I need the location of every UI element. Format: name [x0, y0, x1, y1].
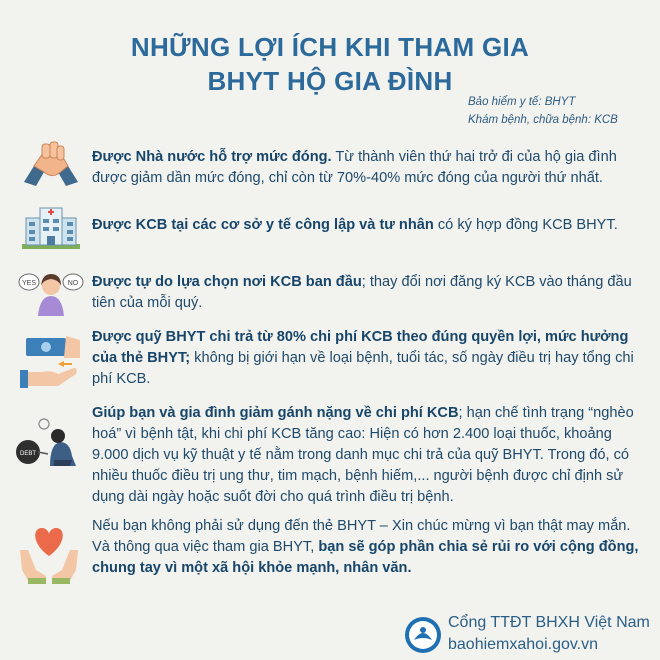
debt-burden-icon	[14, 416, 82, 466]
footer-portal-name: Cổng TTĐT BHXH Việt Nam	[448, 614, 650, 631]
bhxh-logo-icon	[404, 616, 442, 654]
money-hand-icon	[18, 332, 82, 390]
footer-website-link[interactable]: baohiemxahoi.gov.vn	[448, 636, 599, 653]
benefit-free-choice	[92, 272, 642, 314]
benefit-6-text: Nếu bạn không phải sử dụng đến thẻ BHYT – Xin chúc mừng vì bạn thật may mắn. Và thông qua việc tham gia BHYT,	[92, 518, 631, 555]
benefit-share-risk	[92, 516, 642, 579]
abbreviation-bhyt: Bảo hiểm y tế: BHYT	[468, 96, 576, 108]
no-bubble-label: NO	[67, 280, 79, 287]
benefit-public-private-kcb	[92, 215, 642, 236]
benefit-state-support	[92, 147, 642, 189]
debt-label: DEBT	[19, 451, 37, 457]
benefit-3-text: ; thay đổi nơi đăng ký KCB vào tháng đầu tiên của mỗi quý.	[92, 274, 632, 311]
benefit-fund-payment	[92, 327, 642, 390]
choice-person-icon	[18, 266, 84, 316]
hospital-icon	[20, 204, 82, 250]
benefit-1-text: Từ thành viên thứ hai trở đi của hộ gia đình được giảm dần mức đóng, chỉ còn từ 70%-40% mức đóng của người thứ nhất.	[92, 149, 617, 186]
benefit-5-text: ; hạn chế tình trạng “nghèo hoá” vì bệnh tật, khi chi phí KCB tăng cao: Hiện có hơn 2.400 loại thuốc, khoảng 9.000 dịch vụ kỹ thuật y tế nằm trong danh mục chi trả của quỹ BHYT. Trong đó, có nhiều thuốc điều trị ung thư, tim mạch, bệnh hiếm,... người bệnh được chỉ định sử dụng dài ngày hoặc suốt đời cho quá trình điều trị bệnh.	[92, 405, 634, 505]
benefit-2-bold: Được KCB tại các cơ sở y tế công lập và tư nhân	[92, 217, 434, 233]
benefit-2-text: có ký hợp đồng KCB BHYT.	[433, 217, 618, 233]
heart-hands-icon	[18, 520, 80, 584]
handshake-icon	[20, 138, 82, 186]
page-title-line1: NHỮNG LỢI ÍCH KHI THAM GIA	[130, 32, 530, 62]
benefit-4-bold: Được quỹ BHYT chi trả từ 80% chi phí KCB theo đúng quyền lợi, mức hưởng của thẻ BHYT;	[92, 329, 629, 366]
abbreviation-kcb: Khám bệnh, chữa bệnh: KCB	[468, 114, 618, 126]
benefit-1-bold: Được Nhà nước hỗ trợ mức đóng.	[92, 149, 332, 165]
benefit-3-bold: Được tự do lựa chọn nơi KCB ban đầu	[92, 274, 362, 290]
page-title-line2: BHYT HỘ GIA ĐÌNH	[207, 66, 453, 96]
benefit-reduce-burden	[92, 403, 642, 508]
benefit-4-text: không bị giới hạn về loại bệnh, tuổi tác, số ngày điều trị hay tổng chi phí KCB.	[92, 350, 634, 387]
yes-bubble-label: YES	[21, 280, 37, 287]
benefit-5-bold: Giúp bạn và gia đình giảm gánh nặng về chi phí KCB	[92, 405, 459, 421]
benefit-6-bold: bạn sẽ góp phần chia sẻ rủi ro với cộng đồng, chung tay vì một xã hội khỏe mạnh, nhân văn.	[92, 539, 639, 576]
